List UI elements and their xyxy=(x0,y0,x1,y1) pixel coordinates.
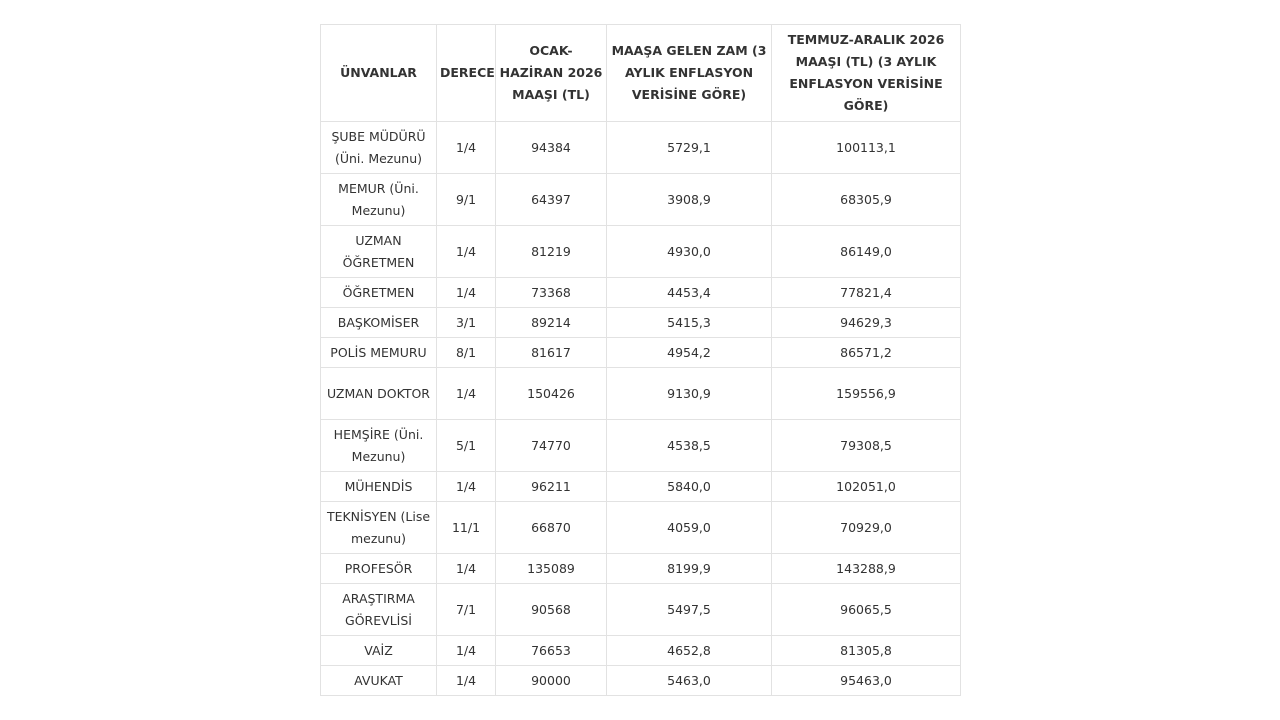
table-row xyxy=(321,584,961,636)
table-row xyxy=(321,226,961,278)
table-row xyxy=(321,636,961,666)
header-salary: OCAK-HAZİRAN 2026 MAAŞI (TL) xyxy=(496,25,607,122)
cell-raise: 4453,4 xyxy=(607,278,772,308)
cell-title: AVUKAT xyxy=(321,666,437,696)
cell-salary: 74770 xyxy=(496,420,607,472)
cell-title: MEMUR (Üni. Mezunu) xyxy=(321,174,437,226)
cell-new-salary: 100113,1 xyxy=(772,122,961,174)
cell-title: UZMAN ÖĞRETMEN xyxy=(321,226,437,278)
cell-new-salary: 77821,4 xyxy=(772,278,961,308)
cell-salary: 135089 xyxy=(496,554,607,584)
cell-raise: 4930,0 xyxy=(607,226,772,278)
cell-grade: 1/4 xyxy=(437,122,496,174)
header-title: ÜNVANLAR xyxy=(321,25,437,122)
cell-new-salary: 159556,9 xyxy=(772,368,961,420)
cell-new-salary: 81305,8 xyxy=(772,636,961,666)
cell-title: POLİS MEMURU xyxy=(321,338,437,368)
cell-salary: 66870 xyxy=(496,502,607,554)
cell-raise: 4538,5 xyxy=(607,420,772,472)
cell-title: ARAŞTIRMA GÖREVLİSİ xyxy=(321,584,437,636)
cell-title: VAİZ xyxy=(321,636,437,666)
table-row xyxy=(321,308,961,338)
cell-raise: 5415,3 xyxy=(607,308,772,338)
cell-salary: 94384 xyxy=(496,122,607,174)
cell-raise: 8199,9 xyxy=(607,554,772,584)
cell-raise: 5840,0 xyxy=(607,472,772,502)
cell-grade: 1/4 xyxy=(437,666,496,696)
cell-grade: 1/4 xyxy=(437,472,496,502)
cell-title: MÜHENDİS xyxy=(321,472,437,502)
cell-raise: 4059,0 xyxy=(607,502,772,554)
table-row xyxy=(321,368,961,420)
cell-new-salary: 94629,3 xyxy=(772,308,961,338)
cell-new-salary: 96065,5 xyxy=(772,584,961,636)
header-new-salary: TEMMUZ-ARALIK 2026 MAAŞI (TL) (3 AYLIK ENFLASYON VERİSİNE GÖRE) xyxy=(772,25,961,122)
cell-grade: 9/1 xyxy=(437,174,496,226)
cell-title: ŞUBE MÜDÜRÜ (Üni. Mezunu) xyxy=(321,122,437,174)
cell-salary: 81219 xyxy=(496,226,607,278)
header-grade: DERECE xyxy=(437,25,496,122)
cell-salary: 96211 xyxy=(496,472,607,502)
cell-raise: 4954,2 xyxy=(607,338,772,368)
cell-salary: 90000 xyxy=(496,666,607,696)
table-row xyxy=(321,502,961,554)
cell-raise: 4652,8 xyxy=(607,636,772,666)
cell-grade: 1/4 xyxy=(437,278,496,308)
cell-title: ÖĞRETMEN xyxy=(321,278,437,308)
cell-title: TEKNİSYEN (Lise mezunu) xyxy=(321,502,437,554)
cell-salary: 150426 xyxy=(496,368,607,420)
cell-new-salary: 86571,2 xyxy=(772,338,961,368)
cell-title: PROFESÖR xyxy=(321,554,437,584)
cell-new-salary: 95463,0 xyxy=(772,666,961,696)
cell-new-salary: 68305,9 xyxy=(772,174,961,226)
cell-raise: 3908,9 xyxy=(607,174,772,226)
cell-grade: 8/1 xyxy=(437,338,496,368)
cell-salary: 81617 xyxy=(496,338,607,368)
cell-title: UZMAN DOKTOR xyxy=(321,368,437,420)
header-row xyxy=(321,25,961,122)
cell-title: HEMŞİRE (Üni. Mezunu) xyxy=(321,420,437,472)
cell-salary: 89214 xyxy=(496,308,607,338)
table-row xyxy=(321,278,961,308)
cell-raise: 9130,9 xyxy=(607,368,772,420)
cell-new-salary: 79308,5 xyxy=(772,420,961,472)
cell-grade: 1/4 xyxy=(437,554,496,584)
cell-raise: 5497,5 xyxy=(607,584,772,636)
cell-raise: 5729,1 xyxy=(607,122,772,174)
cell-grade: 7/1 xyxy=(437,584,496,636)
cell-new-salary: 143288,9 xyxy=(772,554,961,584)
table-row xyxy=(321,338,961,368)
cell-new-salary: 86149,0 xyxy=(772,226,961,278)
table-row xyxy=(321,666,961,696)
table-row xyxy=(321,472,961,502)
cell-new-salary: 102051,0 xyxy=(772,472,961,502)
table-row xyxy=(321,554,961,584)
cell-grade: 1/4 xyxy=(437,226,496,278)
salary-table xyxy=(320,24,961,696)
cell-grade: 1/4 xyxy=(437,636,496,666)
cell-grade: 1/4 xyxy=(437,368,496,420)
cell-salary: 76653 xyxy=(496,636,607,666)
cell-new-salary: 70929,0 xyxy=(772,502,961,554)
cell-raise: 5463,0 xyxy=(607,666,772,696)
cell-salary: 73368 xyxy=(496,278,607,308)
cell-salary: 90568 xyxy=(496,584,607,636)
table-row xyxy=(321,420,961,472)
cell-grade: 3/1 xyxy=(437,308,496,338)
cell-grade: 11/1 xyxy=(437,502,496,554)
table-row xyxy=(321,174,961,226)
header-raise: MAAŞA GELEN ZAM (3 AYLIK ENFLASYON VERİSİNE GÖRE) xyxy=(607,25,772,122)
cell-grade: 5/1 xyxy=(437,420,496,472)
cell-title: BAŞKOMİSER xyxy=(321,308,437,338)
table-row xyxy=(321,122,961,174)
cell-salary: 64397 xyxy=(496,174,607,226)
